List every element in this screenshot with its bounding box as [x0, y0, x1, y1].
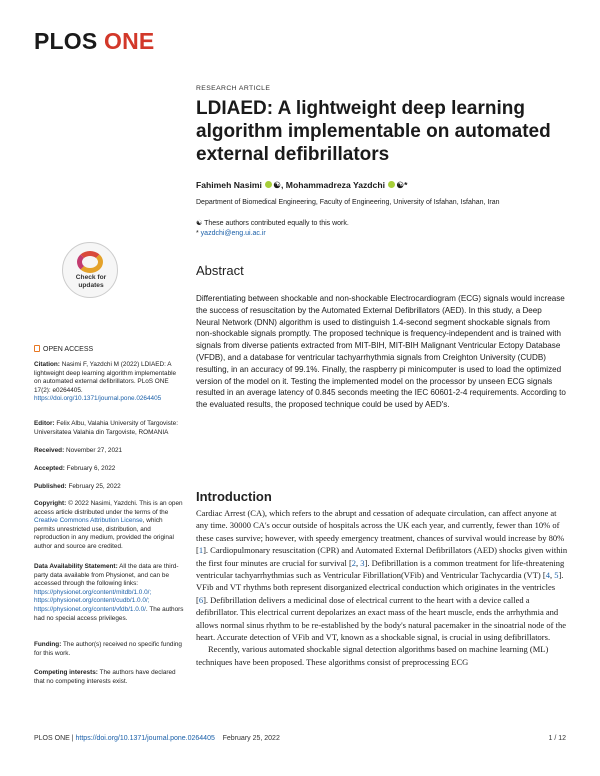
received-date: [34, 447, 184, 456]
affiliation: Department of Biomedical Engineering, Faculty of Engineering, University of Isfahan, Isfahan, Iran: [196, 199, 500, 206]
article-type: RESEARCH ARTICLE: [196, 85, 271, 92]
footer-journal: PLOS ONE: [34, 735, 70, 742]
data-availability-text: All the data are third-party data available from Physionet, and can be accessed through the following links:: [34, 563, 179, 588]
citation-ref[interactable]: 1: [198, 545, 204, 556]
citation-text: Nasimi F, Yazdchi M (2022) LDIAED: A lightweight deep learning algorithm implementable on automated external defibrillators. PLoS ONE 17(2): e0264405.: [34, 361, 177, 394]
open-access-text: OPEN ACCESS: [43, 346, 94, 353]
abstract-body: Differentiating between shockable and non-shockable Electrocardiogram (ECG) signals would increase the success of resuscitation by the Automated External Defibrillators (AED). In this study, a Deep Neural Network (DNN) algorithm is used to distinguish 1.4-second segment shockable signals from non-shockable signals promptly. The proposed technique is frequency-independent and is trained with signals from diverse patients extracted from MIT-BIH, MIT-BIH Malignant Ventricular Ectopy Database (VFDB), and a database for ventricular tachyarrhythmia signals from Creighton University (CUDB) resulting, in an accuracy of 99.1%. Finally, the raspberry pi minicomputer is used to load the optimized version of the model on it. Testing the implemented model on the processor by unseen ECG signals resulted in an average latency of 0.845 seconds meeting the IEC 60601-2-4 requirements. According to the evaluated results, the proposed technique could be used by AED's.: [196, 294, 566, 410]
open-lock-icon: [34, 345, 40, 352]
editor-block: [34, 420, 184, 437]
physionet-links[interactable]: https://physionet.org/content/mitdb/1.0.0/; https://physionet.org/content/cudb/1.0.0/; https://physionet.org/content/vfdb/1.0.0/: [34, 588, 152, 613]
email-link[interactable]: yazdchi@eng.ui.ac.ir: [200, 230, 266, 237]
journal-masthead: [34, 28, 154, 55]
funding-block: [34, 641, 184, 658]
data-availability-block: [34, 563, 184, 623]
competing-interests-block: [34, 669, 184, 686]
introduction-body: [196, 507, 568, 668]
author-name[interactable]: Fahimeh Nasimi: [196, 180, 262, 190]
intro-paragraph: Recently, various automated shockable signal detection algorithms based on machine learning (ML) techniques have been proposed. These algorithms consist of preprocessing ECG: [196, 644, 549, 667]
footer-doi-link[interactable]: https://doi.org/10.1371/journal.pone.0264405: [75, 735, 215, 742]
citation-block: [34, 361, 184, 404]
author-notes: [196, 219, 349, 239]
citation-ref[interactable]: 4: [545, 570, 550, 581]
footer-date: February 25, 2022: [222, 735, 280, 742]
open-access-label: [34, 345, 184, 355]
received-text: November 27, 2021: [64, 447, 123, 454]
license-link[interactable]: Creative Commons Attribution License: [34, 517, 143, 525]
citation-label: Citation:: [34, 361, 60, 368]
corresponding-author: [196, 229, 349, 239]
equal-contribution-note: ☯ These authors contributed equally to this work.: [196, 220, 349, 227]
masthead-one: ONE: [104, 28, 155, 54]
orcid-icon[interactable]: [388, 181, 395, 188]
copyright-text-end: , which permits unrestricted use, distribution, and reproduction in any medium, provided the original author and source are credited.: [34, 517, 174, 550]
footer-spacer: [215, 735, 223, 742]
check-updates-label: [63, 274, 119, 289]
editor-label: Editor:: [34, 420, 55, 427]
copyright-text: © 2022 Nasimi, Yazdchi. This is an open access article distributed under the terms of the: [34, 500, 183, 516]
corresponding-star: *: [196, 230, 201, 237]
abstract-heading: Abstract: [196, 263, 244, 278]
copyright-block: [34, 500, 184, 552]
published-text: February 25, 2022: [66, 483, 121, 490]
page-footer: [34, 735, 566, 742]
published-label: Published:: [34, 483, 67, 490]
funding-text: The author(s) received no specific funding for this work.: [34, 641, 182, 657]
author-marks: ☯: [273, 180, 282, 190]
check-updates-line2: updates: [78, 281, 104, 289]
intro-paragraph: Cardiac Arrest (CA), which refers to the abrupt and cessation of adequate circulation, can affect anyone at any time. 30000 CA's occur outside of hospitals across the UK each year, and currently, fewer than 10% of these cases survive; however, with speedy emergency treatment, chances of survival would increase by 80% [1]. Cardiopulmonary resuscitation (CPR) and Automated External Defibrillators (AED) shocks given within the first four minutes are crucial for survival [2, 3]. Defibrillation is a common treatment for life-threatening ventricular tachyarrhythmias such as Ventricular Fibrillation(VFib) and Ventricular Tachycardia (VT) [4, 5]. VFib and VT rhythms both represent disorganized electrical conduction which originates in the ventricles [6]. Defibrillation delivers a medicinal dose of electrical current to the heart with a device called a defibrillator. This electrical current depolarizes an exact mass of the heart muscle, ends the arrhythmia and allows normal sinus rhythm to be re-established by the body's natural pacemaker in the sinoatrial node of the heart. Accurate detection of VFib and VT, known as a shockable signal, is crucial in using defibrillators.: [196, 508, 568, 643]
check-updates-line1: Check for: [75, 274, 107, 281]
masthead-plos: PLOS: [34, 28, 98, 54]
article-title: LDIAED: A lightweight deep learning algorithm implementable on automated external defibrillators: [196, 98, 551, 165]
accepted-label: Accepted:: [34, 465, 65, 472]
author-marks: ☯*: [396, 180, 408, 190]
received-label: Received:: [34, 447, 65, 454]
citation-ref[interactable]: 6: [198, 594, 204, 605]
citation-doi-link[interactable]: https://doi.org/10.1371/journal.pone.0264405: [34, 395, 162, 403]
published-date: [34, 483, 184, 492]
accepted-text: February 6, 2022: [64, 465, 116, 472]
funding-label: Funding:: [34, 641, 62, 648]
citation-ref[interactable]: 2: [351, 557, 357, 568]
data-availability-text-end: . The authors had no special access privileges.: [34, 605, 184, 622]
competing-text: The authors have declared that no competing interests exist.: [34, 669, 176, 685]
check-updates-icon: [77, 251, 103, 273]
author-name[interactable]: Mohammadreza Yazdchi: [285, 180, 385, 190]
page-number: 1 / 12: [548, 735, 566, 742]
citation-ref[interactable]: 5: [554, 570, 559, 581]
accepted-date: [34, 465, 184, 474]
orcid-icon[interactable]: [265, 181, 272, 188]
introduction-heading: Introduction: [196, 489, 272, 504]
check-for-updates-badge[interactable]: [62, 242, 118, 298]
data-availability-label: Data Availability Statement:: [34, 563, 118, 570]
author-separator: ,: [281, 180, 286, 190]
editor-text: Felix Albu, Valahia University of Targoviste: Universitatea Valahia din Targoviste, ROMANIA: [34, 420, 178, 436]
citation-ref[interactable]: 3: [360, 557, 365, 568]
author-list: [196, 180, 407, 191]
footer-separator: |: [69, 735, 76, 742]
competing-label: Competing interests:: [34, 669, 98, 676]
copyright-label: Copyright:: [34, 500, 67, 507]
